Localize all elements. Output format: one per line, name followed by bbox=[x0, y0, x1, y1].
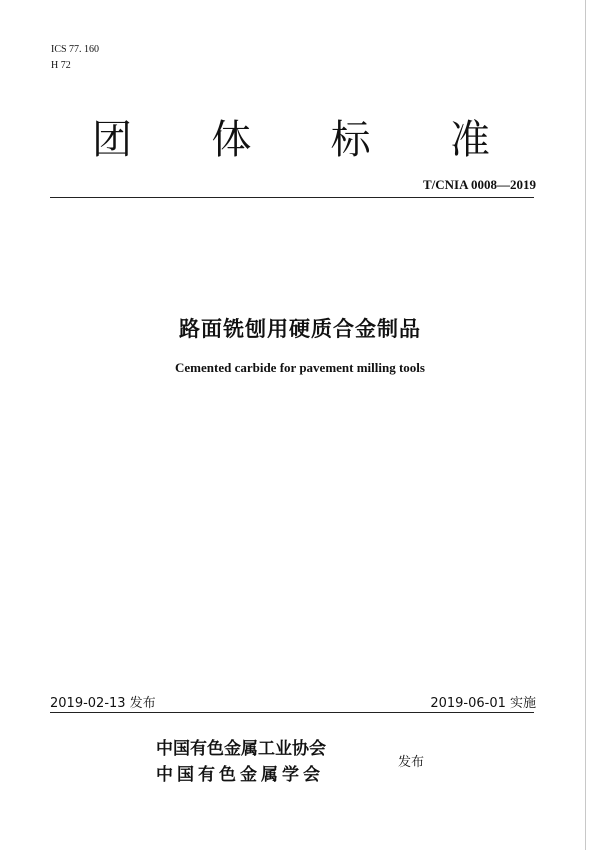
implement-date: 2019-06-01 实施 bbox=[430, 696, 536, 711]
title-chinese: 路面铣刨用硬质合金制品 bbox=[179, 317, 421, 341]
doc-type-char: 标 bbox=[330, 117, 373, 163]
publisher-name: 中国有色金属工业协会 bbox=[156, 739, 326, 759]
ccs-code: H 72 bbox=[51, 60, 71, 71]
publish-date: 2019-02-13 发布 bbox=[50, 696, 156, 711]
publish-label: 发布 bbox=[398, 755, 425, 770]
doc-type-char: 准 bbox=[449, 117, 492, 163]
publisher-list bbox=[156, 736, 326, 788]
doc-type-char: 体 bbox=[211, 117, 254, 163]
classification-block bbox=[51, 42, 99, 74]
ics-code: ICS 77. 160 bbox=[51, 44, 100, 55]
doc-type-char: 团 bbox=[92, 117, 134, 163]
standard-number: T/CNIA 0008—2019 bbox=[422, 177, 536, 192]
page-edge-line bbox=[585, 0, 586, 850]
document-type-heading bbox=[92, 108, 492, 165]
footer-divider bbox=[50, 712, 534, 713]
header-divider bbox=[50, 197, 534, 198]
publisher-name: 中国有色金属学会 bbox=[156, 765, 324, 785]
title-english: Cemented carbide for pavement milling tools bbox=[175, 360, 425, 375]
